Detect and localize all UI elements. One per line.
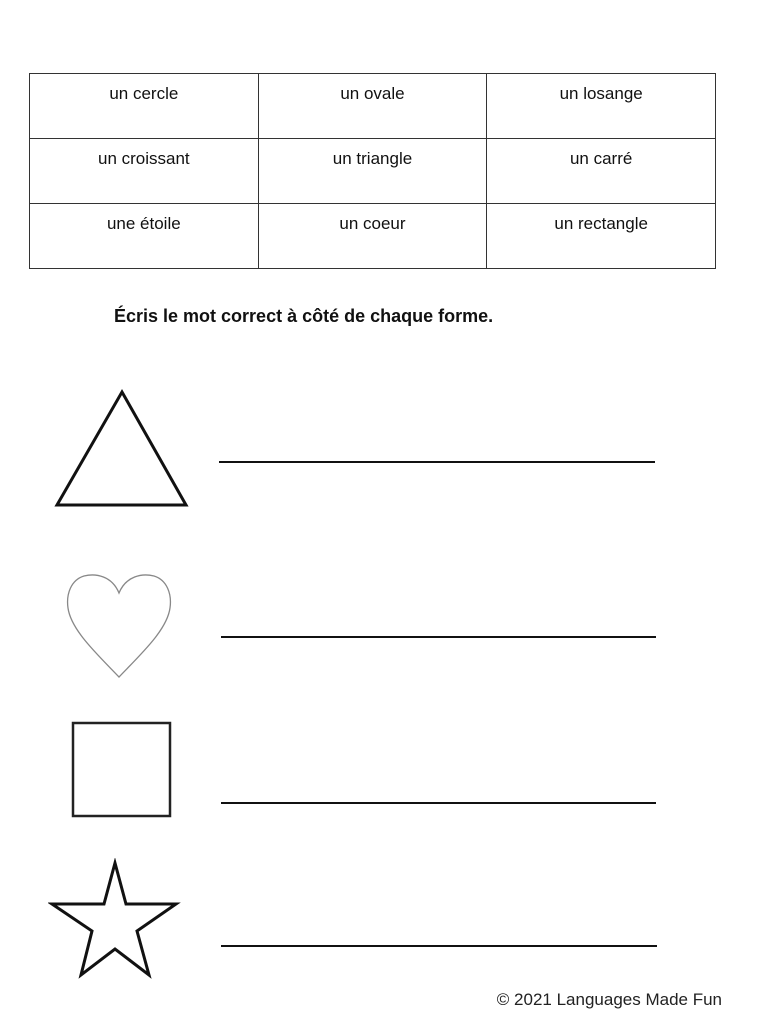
word-cell: un triangle bbox=[258, 139, 487, 204]
answer-line-4[interactable] bbox=[221, 945, 657, 947]
word-cell: un coeur bbox=[258, 204, 487, 269]
word-cell: une étoile bbox=[30, 204, 259, 269]
answer-line-3[interactable] bbox=[221, 802, 656, 804]
answer-line-2[interactable] bbox=[221, 636, 656, 638]
word-cell: un cercle bbox=[30, 74, 259, 139]
word-cell: un croissant bbox=[30, 139, 259, 204]
word-cell: un losange bbox=[487, 74, 716, 139]
copyright-notice: © 2021 Languages Made Fun bbox=[496, 990, 722, 1009]
word-cell: un ovale bbox=[258, 74, 487, 139]
answer-line-1[interactable] bbox=[219, 461, 655, 463]
square-icon bbox=[69, 720, 175, 820]
table-row bbox=[30, 74, 716, 139]
word-bank-table bbox=[29, 73, 716, 269]
triangle-icon bbox=[54, 388, 190, 510]
instruction-heading: Écris le mot correct à côté de chaque forme. bbox=[114, 306, 494, 326]
table-row bbox=[30, 139, 716, 204]
word-cell: un rectangle bbox=[487, 204, 716, 269]
heart-icon bbox=[62, 570, 176, 682]
table-row bbox=[30, 204, 716, 269]
star-icon bbox=[48, 858, 184, 984]
word-cell: un carré bbox=[487, 139, 716, 204]
